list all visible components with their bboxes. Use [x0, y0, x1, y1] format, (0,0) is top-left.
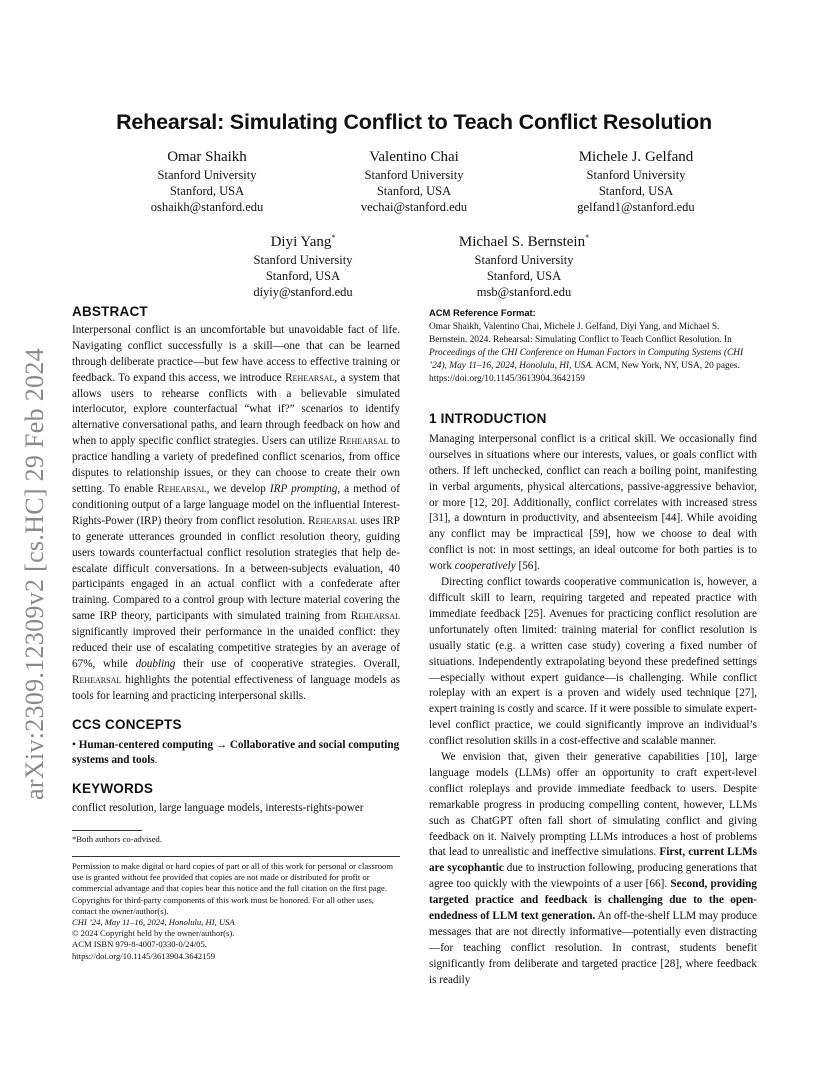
arxiv-stamp: arXiv:2309.12309v2 [cs.HC] 29 Feb 2024 — [20, 348, 49, 800]
permission-rule — [72, 856, 400, 857]
footnote-rule — [72, 830, 142, 831]
abstract-text: Interpersonal conflict is an uncomfortable but unavoidable fact of life. Navigating conflict successfully is a skill—one that can be learned through deliberate practice—but few have access to effective training or feedback. To expand this access, we introduce Rehearsal, a system that allows users to rehearse conflicts with a believable simulated interlocutor, explore counterfactual “what if?” scenarios to identify alternative conversational paths, and learn through feedback on how and when to apply specific conflict strategies. Users can utilize Rehearsal to practice handling a variety of predefined conflict scenarios, from office disputes to relationship issues, or they can choose to create their own setting. To enable Rehearsal, we develop IRP prompting, a method of conditioning output of a large language model on the influential Interest-Rights-Power (IRP) theory from conflict resolution. Rehearsal uses IRP to generate utterances grounded in conflict resolution theory, guiding users towards counterfactual conflict resolution strategies that help de-escalate difficult conversations. In a between-subjects evaluation, 40 participants engaged in an actual conflict with a confederate after training. Compared to a control group with lecture material covering the same IRP theory, participants with simulated training from Rehearsal significantly improved their performance in the unaided conflict: they reduced their use of escalating competitive strategies by an average of 67%, while doubling their use of cooperative strategies. Overall, Rehearsal highlights the potential effectiveness of language models as tools for learning and practicing interpersonal skills. — [72, 323, 401, 702]
intro-paragraph: We envision that, given their generative capabilities [10], large language models (LLMs) offer an opportunity to craft expert-level conflict roleplays and provide immediate feedback to users. Despite remarkable progress in producing compelling content, however, LLMs such as ChatGPT often fall short of simulating conflict and giving feedback on it. Naively prompting LLMs introduces a host of problems that lead to unrealistic and ineffective simulations. First, current LLMs are sycophantic due to instruction following, producing generations that agree too quickly with the viewpoints of a user [66]. Second, providing targeted practice and feedback is challenging due to the open-endedness of LLM text generation. An off-the-shelf LLM may produce messages that are not directly informative—potentially even distracting—for teaching conflict resolution. In contrast, students benefit significantly from deliberate and targeted practice [28], where feedback is readily — [429, 751, 758, 986]
author-name: Michael S. Bernstein — [458, 234, 586, 250]
intro-paragraph: Directing conflict towards cooperative communication is, however, a difficult skill to learn, requiring targeted and repeated practice with immediate feedback [25]. Avenues for practicing conflict resolution are unfortunately often limited: training material for conflict resolution is usually static (e.g. a written case study) covering a fixed number of situations. Independently extrapolating beyond these predefined settings—especially without expert guidance—is challenging. While conflict roleplay with an expert is a proven and widely used technique [27], expert training is costly and scarce. If it were possible to simulate expert-level conflict practice, we could significantly improve an individual’s conflict resolution skills in a cost-effective and scalable manner. — [429, 576, 757, 748]
acm-ref-heading: ACM Reference Format: — [429, 307, 536, 318]
ccs-heading: CCS CONCEPTS — [72, 716, 182, 732]
keywords-heading: KEYWORDS — [72, 781, 154, 797]
isbn-line: ACM ISBN 979-8-4007-0330-0/24/05. — [72, 939, 207, 950]
ccs-text: • Human-centered computing → Collaborative and social computing systems and tools. — [72, 738, 400, 767]
author-email: oshaikh@stanford.edu — [150, 200, 264, 214]
author-affiliation: Stanford University — [253, 253, 353, 267]
venue-line: CHI ’24, May 11–16, 2024, Honolulu, HI, USA — [72, 917, 235, 928]
author-block — [404, 228, 644, 300]
author-affiliation: Stanford University — [364, 168, 464, 182]
doi-link[interactable]: https://doi.org/10.1145/3613904.3642159 — [72, 950, 215, 961]
author-affiliation: Stanford University — [474, 253, 574, 267]
author-name: Omar Shaikh — [167, 149, 247, 165]
coadvised-mark: * — [585, 233, 590, 242]
abstract-heading: ABSTRACT — [72, 304, 148, 319]
coadvised-mark: * — [331, 233, 336, 242]
paper-title: Rehearsal: Simulating Conflict to Teach Conflict Resolution — [116, 110, 712, 134]
author-block — [294, 148, 534, 215]
author-location: Stanford, USA — [265, 269, 341, 283]
author-name: Diyi Yang — [270, 234, 332, 250]
author-block — [183, 228, 423, 300]
author-location: Stanford, USA — [169, 184, 245, 198]
author-block — [516, 148, 756, 215]
author-email: msb@stanford.edu — [476, 285, 572, 299]
permission-text: Permission to make digital or hard copies of part or all of this work for personal or classroom use is granted without fee provided that copies are not made or distributed for profit or commercial advantage and that copies bear this notice and the full citation on the first page. Copyrights for third-party components of this work must be honored. For all other uses, contact the owner/author(s). — [72, 861, 393, 916]
footnote-coadvised: *Both authors co-advised. — [72, 834, 162, 844]
author-location: Stanford, USA — [598, 184, 674, 198]
author-affiliation: Stanford University — [586, 168, 686, 182]
copyright-line: © 2024 Copyright held by the owner/author(s). — [72, 928, 235, 939]
acm-ref-text: Omar Shaikh, Valentino Chai, Michele J. Gelfand, Diyi Yang, and Michael S. Bernstein. 2024. Rehearsal: Simulating Conflict to Teach Conflict Resolution. In Proceedings of the CHI Conference on Human Factors in Computing Systems (CHI ’24), May 11–16, 2024, Honolulu, HI, USA. ACM, New York, NY, USA, 20 pages. https://doi.org/10.1145/3613904.3642159 — [429, 322, 744, 384]
intro-paragraph: Managing interpersonal conflict is a critical skill. We occasionally find ourselves in situations where our interests, values, or goals conflict with others. If left unchecked, conflict can reach a boiling point, manifesting in verbal arguments, physical altercations, passive-aggressive behavior, or more [12, 20]. Additionally, conflict correlates with increased stress [31], a downturn in productivity, and absenteeism [44]. While avoiding any conflict may be impractical [59], how we choose to deal with conflict is not: in most settings, an ideal outcome for both parties is to work cooperatively [56]. — [429, 432, 757, 573]
author-location: Stanford, USA — [376, 184, 452, 198]
author-name: Valentino Chai — [369, 149, 459, 165]
author-name: Michele J. Gelfand — [578, 149, 694, 165]
author-block — [87, 148, 327, 215]
author-email: vechai@stanford.edu — [360, 200, 468, 214]
author-location: Stanford, USA — [486, 269, 562, 283]
intro-heading: 1 INTRODUCTION — [429, 411, 547, 426]
left-column — [72, 304, 400, 817]
author-affiliation: Stanford University — [157, 168, 257, 182]
right-column — [429, 306, 757, 989]
author-email: gelfand1@stanford.edu — [577, 200, 695, 214]
acm-reference — [429, 306, 757, 386]
keywords-text: conflict resolution, large language models, interests-rights-power — [72, 802, 364, 815]
permission-block — [72, 861, 400, 962]
author-email: diyiy@stanford.edu — [253, 285, 353, 299]
